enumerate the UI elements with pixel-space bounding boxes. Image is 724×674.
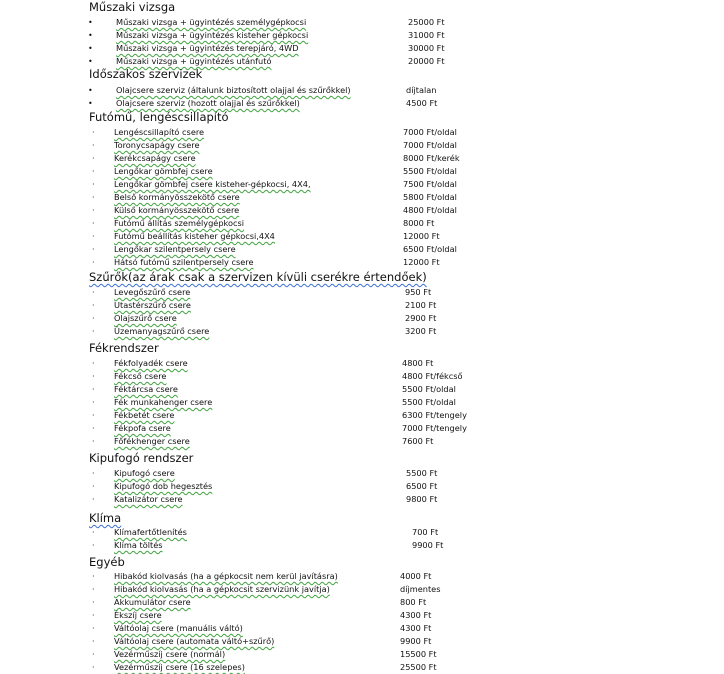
price-list-item (0, 435, 724, 448)
bullet: · (92, 128, 95, 137)
price-list-item (0, 493, 724, 506)
price-list-item (0, 396, 724, 409)
service-name: Kipufogó csere (114, 468, 175, 478)
bullet: · (92, 437, 95, 446)
price-list-item (0, 152, 724, 165)
service-name: Utastérszűrő csere (114, 300, 191, 310)
service-name: Műszaki vizsga + ügyintézés személygépkocsi (116, 17, 307, 27)
service-name: Fékbetét csere (114, 410, 175, 420)
bullet: · (92, 385, 95, 394)
service-name: Fékpofa csere (114, 423, 171, 433)
bullet: • (88, 57, 93, 66)
bullet: · (92, 206, 95, 215)
price-list-item (0, 217, 724, 230)
service-price: 6500 Ft/oldal (403, 244, 457, 254)
service-name: Váltóolaj csere (automata váltó+szűrő) (114, 636, 275, 646)
price-list-item (0, 165, 724, 178)
service-price: 30000 Ft (408, 43, 445, 53)
service-name: Műszaki vizsga + ügyintézés utánfutó (116, 56, 272, 66)
price-list-item (0, 312, 724, 325)
service-price: 9900 Ft (412, 540, 444, 550)
service-price: 31000 Ft (408, 30, 445, 40)
service-price: 2100 Ft (405, 300, 437, 310)
service-name: Főfékhenger csere (114, 436, 190, 446)
service-price: 7600 Ft (402, 436, 434, 446)
bullet: · (92, 637, 95, 646)
bullet: · (92, 141, 95, 150)
service-name: Toronycsapágy csere (114, 140, 200, 150)
bullet: · (92, 611, 95, 620)
price-list-item (0, 139, 724, 152)
service-price: 7000 Ft/oldal (403, 127, 457, 137)
price-list-item (0, 178, 724, 191)
bullet: · (92, 219, 95, 228)
service-name: Hátsó futómű szilentpersely csere (114, 257, 254, 267)
service-name: Műszaki vizsga + ügyintézés terepjáró, 4WD (116, 43, 299, 53)
service-name: Olajcsere szerviz (hozott olajjal és szűrőkkel) (116, 98, 300, 108)
price-list-item (0, 256, 724, 269)
service-name: Műszaki vizsga + ügyintézés kisteher gépkocsi (116, 30, 309, 40)
price-list-item (0, 16, 724, 29)
service-name: Üzemanyagszűrő csere (114, 326, 210, 336)
price-list-item (0, 126, 724, 139)
price-list-item (0, 648, 724, 661)
service-price: 25500 Ft (400, 662, 437, 672)
service-price: 20000 Ft (408, 56, 445, 66)
section-heading: Fékrendszer (89, 341, 159, 355)
bullet: · (92, 398, 95, 407)
price-list-item (0, 583, 724, 596)
service-price: 7000 Ft/oldal (403, 140, 457, 150)
service-name: Futómű állítás személygépkocsi (114, 218, 245, 228)
service-name: Lengőkar gömbfej csere kisteher-gépkocsi, 4X4, (114, 179, 311, 189)
bullet: · (92, 663, 95, 672)
price-list-item (0, 383, 724, 396)
service-name: Lengőkar szilentpersely csere (114, 244, 236, 254)
price-list-item (0, 480, 724, 493)
price-list-item (0, 357, 724, 370)
service-price: 5500 Ft/oldal (402, 397, 456, 407)
section-heading: Egyéb (89, 555, 125, 569)
section-heading: Időszakos szervizek (89, 67, 203, 81)
bullet: · (92, 245, 95, 254)
service-name: Hibakód kiolvasás (ha a gépkocsit nem kerül javításra) (114, 571, 338, 581)
service-price: 9900 Ft (400, 636, 432, 646)
service-name: Kerékcsapágy csere (114, 153, 196, 163)
bullet: · (92, 528, 95, 537)
service-price: 15500 Ft (400, 649, 437, 659)
service-name: Belső kormányösszekötő csere (114, 192, 240, 202)
service-price: 12000 Ft (403, 257, 440, 267)
service-price: 8000 Ft (403, 218, 435, 228)
service-name: Klíma töltés (114, 540, 163, 550)
price-list-item (0, 370, 724, 383)
bullet: · (92, 372, 95, 381)
bullet: · (92, 359, 95, 368)
service-name: Lengéscsillapító csere (114, 127, 205, 137)
price-list-item (0, 42, 724, 55)
service-name: Ékszíj csere (114, 610, 162, 620)
service-name: Fékcső csere (114, 371, 167, 381)
bullet: · (92, 482, 95, 491)
service-price: 5500 Ft (406, 468, 438, 478)
bullet: · (92, 314, 95, 323)
service-price: 12000 Ft (403, 231, 440, 241)
price-list-item (0, 526, 724, 539)
service-price: 5800 Ft/oldal (403, 192, 457, 202)
service-name: Katalizátor csere (114, 494, 183, 504)
service-price: 7500 Ft/oldal (403, 179, 457, 189)
price-list-item (0, 325, 724, 338)
service-price: 8000 Ft/kerék (403, 153, 460, 163)
section-heading: Klíma (89, 511, 122, 525)
bullet: • (88, 44, 93, 53)
bullet: · (92, 327, 95, 336)
service-price: díjtalan (406, 85, 437, 95)
price-list-item (0, 230, 724, 243)
section-heading: Szűrők(az árak csak a szervizen kívüli cserékre értendőek) (89, 270, 427, 284)
service-price: 6300 Ft/tengely (402, 410, 467, 420)
service-price: 4800 Ft/fékcső (402, 371, 463, 381)
price-list-item (0, 286, 724, 299)
bullet: · (92, 288, 95, 297)
service-price: 4500 Ft (406, 98, 438, 108)
bullet: · (92, 585, 95, 594)
service-price: díjmentes (400, 584, 441, 594)
service-price: 4000 Ft (400, 571, 432, 581)
bullet: • (88, 18, 93, 27)
bullet: · (92, 541, 95, 550)
bullet: • (88, 99, 93, 108)
service-price: 6500 Ft (406, 481, 438, 491)
service-price: 4300 Ft (400, 623, 432, 633)
service-price: 5500 Ft/oldal (403, 166, 457, 176)
service-price: 2900 Ft (405, 313, 437, 323)
price-list-item (0, 596, 724, 609)
section-heading: Műszaki vizsga (89, 0, 176, 14)
service-price: 5500 Ft/oldal (402, 384, 456, 394)
price-list-item (0, 29, 724, 42)
price-list-item (0, 467, 724, 480)
bullet: · (92, 495, 95, 504)
price-list-item (0, 299, 724, 312)
price-list-item (0, 570, 724, 583)
bullet: · (92, 469, 95, 478)
bullet: · (92, 624, 95, 633)
price-list-item (0, 661, 724, 674)
price-list-item (0, 243, 724, 256)
service-price: 800 Ft (400, 597, 427, 607)
bullet: • (88, 86, 93, 95)
price-list-item (0, 84, 724, 97)
bullet: · (92, 301, 95, 310)
service-name: Olajszűrő csere (114, 313, 177, 323)
service-price: 950 Ft (405, 287, 432, 297)
bullet: · (92, 180, 95, 189)
bullet: · (92, 572, 95, 581)
bullet: · (92, 598, 95, 607)
service-price: 3200 Ft (405, 326, 437, 336)
bullet: • (88, 31, 93, 40)
service-price: 700 Ft (412, 527, 439, 537)
bullet: · (92, 154, 95, 163)
service-name: Fék munkahenger csere (114, 397, 213, 407)
service-price: 9800 Ft (406, 494, 438, 504)
service-name: Kipufogó dob hegesztés (114, 481, 213, 491)
section-heading: Kipufogó rendszer (89, 451, 194, 465)
service-name: Külső kormányösszekötő csere (114, 205, 240, 215)
service-price: 4800 Ft (402, 358, 434, 368)
price-list-item (0, 97, 724, 110)
service-name: Akkumulátor csere (114, 597, 191, 607)
service-price: 7000 Ft/tengely (402, 423, 467, 433)
price-list-item (0, 609, 724, 622)
service-name: Váltóolaj csere (manuális váltó) (114, 623, 243, 633)
price-list-item (0, 204, 724, 217)
service-name: Féktárcsa csere (114, 384, 178, 394)
service-name: Futómű beállítás kisteher gépkocsi,4X4 (114, 231, 275, 241)
service-name: Klímafertőtlenítés (114, 527, 187, 537)
service-price: 4300 Ft (400, 610, 432, 620)
service-name: Olajcsere szerviz (általunk biztosított olajjal és szűrőkkel) (116, 85, 351, 95)
service-name: Levegőszűrő csere (114, 287, 191, 297)
service-name: Vezérműszíj csere (16 szelepes) (114, 662, 245, 672)
price-list-item (0, 422, 724, 435)
service-name: Hibakód kiolvasás (ha a gépkocsit szervizünk javítja) (114, 584, 330, 594)
price-list-item (0, 635, 724, 648)
bullet: · (92, 232, 95, 241)
bullet: · (92, 193, 95, 202)
price-list-item (0, 409, 724, 422)
bullet: · (92, 424, 95, 433)
price-list-item (0, 622, 724, 635)
service-price: 4800 Ft/oldal (403, 205, 457, 215)
service-name: Vezérműszíj csere (normál) (114, 649, 226, 659)
price-list-item (0, 539, 724, 552)
bullet: · (92, 167, 95, 176)
service-name: Lengőkar gömbfej csere (114, 166, 213, 176)
service-price: 25000 Ft (408, 17, 445, 27)
section-heading: Futómű, lengéscsillapító (89, 110, 229, 124)
bullet: · (92, 258, 95, 267)
bullet: · (92, 650, 95, 659)
price-list-item (0, 191, 724, 204)
service-name: Fékfolyadék csere (114, 358, 188, 368)
bullet: · (92, 411, 95, 420)
